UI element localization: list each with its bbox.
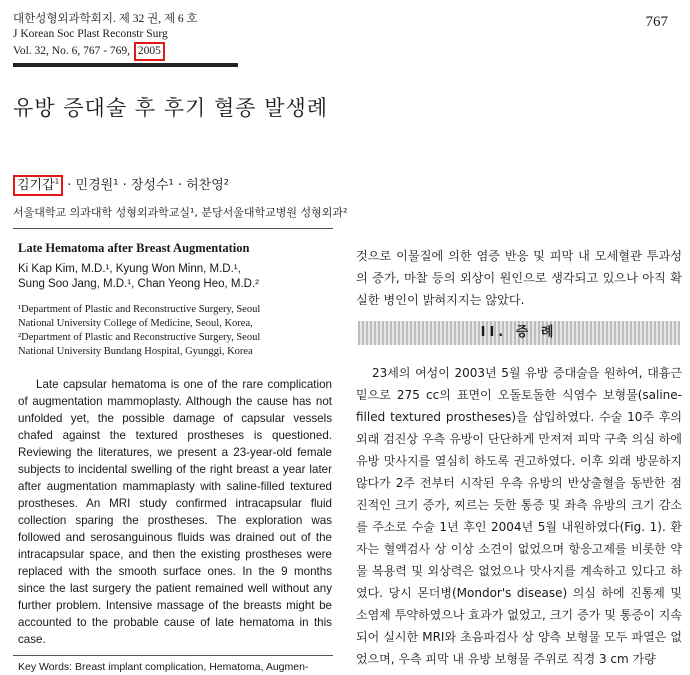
section-heading-bar (358, 321, 680, 345)
abstract-authors-line: Sung Soo Jang, M.D.¹, Chan Yeong Heo, M.D.² (18, 278, 259, 290)
section-heading: II. 증 례 (480, 325, 558, 340)
highlighted-first-author: 김기갑$^1$ (13, 175, 63, 196)
abstract-authors (18, 262, 259, 292)
journal-name-ko: 대한성형외과학회지. 제 32 권, 제 6 호 (13, 13, 198, 25)
intro-continuation: 것으로 이물질에 의한 염증 반응 및 피막 내 모세혈관 투과성의 증가, 마찰 등의 외상이 원인으로 생각되고 있으나 아직 확실한 병인이 밝혀지지는 않았다. (356, 249, 682, 307)
page-number: 767 (645, 14, 668, 30)
article-title: 유방 증대술 후 후기 혈종 발생례 (13, 96, 329, 120)
keywords-rule (13, 655, 333, 656)
highlighted-year: 2005 (134, 42, 165, 61)
affil-line: ¹Department of Plastic and Reconstructive Surgery, Seoul (18, 304, 261, 315)
affil-line: National University College of Medicine, Seoul, Korea, (18, 318, 253, 329)
abstract-authors-line: Ki Kap Kim, M.D.¹, Kyung Won Minn, M.D.¹, (18, 263, 241, 275)
abstract-title: Late Hematoma after Breast Augmentation (18, 241, 250, 255)
affil-line: ²Department of Plastic and Reconstructive Surgery, Seoul (18, 332, 261, 343)
first-author-name: 김기갑 (17, 178, 55, 193)
abstract-top-rule (13, 228, 333, 229)
journal-volume-line (13, 42, 198, 61)
journal-name-en: J Korean Soc Plast Reconstr Surg (13, 28, 168, 40)
journal-citation (13, 12, 198, 61)
case-report-text: 23세의 여성이 2003년 5월 유방 증대술을 원하여, 대흉근 밑으로 275 cc의 표면이 오돌토돌한 식염수 보형물(saline-filled textured prostheses)을 삽입하였다. 수술 10주 후의 외래 검진상 우측 유방이 단단하게 만져져 피막 구축 의심 하에 유방 맛사지를 열심히 하도록 권고하였다. 이후 외래 방문하지 않다가 2주 전부터 시작된 우측 유방의 반상출혈을 동반한 점진적인 크기 증가, 찌르는 듯한 통증 및 좌측 유방의 크기 감소를 주소로 수술 1년 후인 2004년 5월 내원하였다(Fig. 1). 환자는 혈액검사 상 이상 소견이 없었으며 항응고제를 비롯한 약물 복용력 및 외상력은 없었으나 맛사지를 계속하고 있다고 하였다. 당시 몬더병(Mondor's disease) 의심 하에 진통제 및 소염제 투약하였으나 효과가 없었고, 크기 증가 및 통증이 지속되어 실시한 MRI와 초음파검사 상 양측 보형물 모두 파열은 없었으며, 우측 피막 내 유방 보형물 주위로 직경 3 cm 가량 (356, 366, 682, 666)
affiliation-ko: 서울대학교 의과대학 성형외과학교실¹, 분당서울대학교병원 성형외과² (13, 206, 348, 219)
journal-volume: Vol. 32, No. 6, 767 - 769, (13, 45, 133, 57)
other-authors: · 민경원¹ · 장성수¹ · 허찬영² (67, 178, 230, 193)
affil-line: National University Bundang Hospital, Gyunggi, Korea (18, 346, 253, 357)
keywords: Key Words: Breast implant complication, Hematoma, Augmen- (18, 661, 309, 673)
abstract-affiliations (18, 303, 260, 359)
abstract-body: Late capsular hematoma is one of the rare complication of augmentation mammoplasty. Although the cause has not unfolded yet, the possible damage of capsular vessels chafed against the textured prostheses is questioned. Reviewing the literatures, we present a 23-year-old female subjects to incidental swelling of the right breast a year later after augmentation mammaplasty with saline-filled textured prostheses. An MRI study confirmed intracapsular fluid collection sparing the prostheses. The exploration was followed and serosanguinous fluids was drained out of the intracapsular space, and then the existing prostheses were replaced with the smooth surface ones. In the 9 months since the last surgery the patient remained well without any further problem. Intensive massage of the breasts might be accounted to the probable cause of late hematoma in this case. (18, 378, 332, 646)
authors-ko (13, 174, 229, 193)
header-rule (13, 63, 238, 67)
